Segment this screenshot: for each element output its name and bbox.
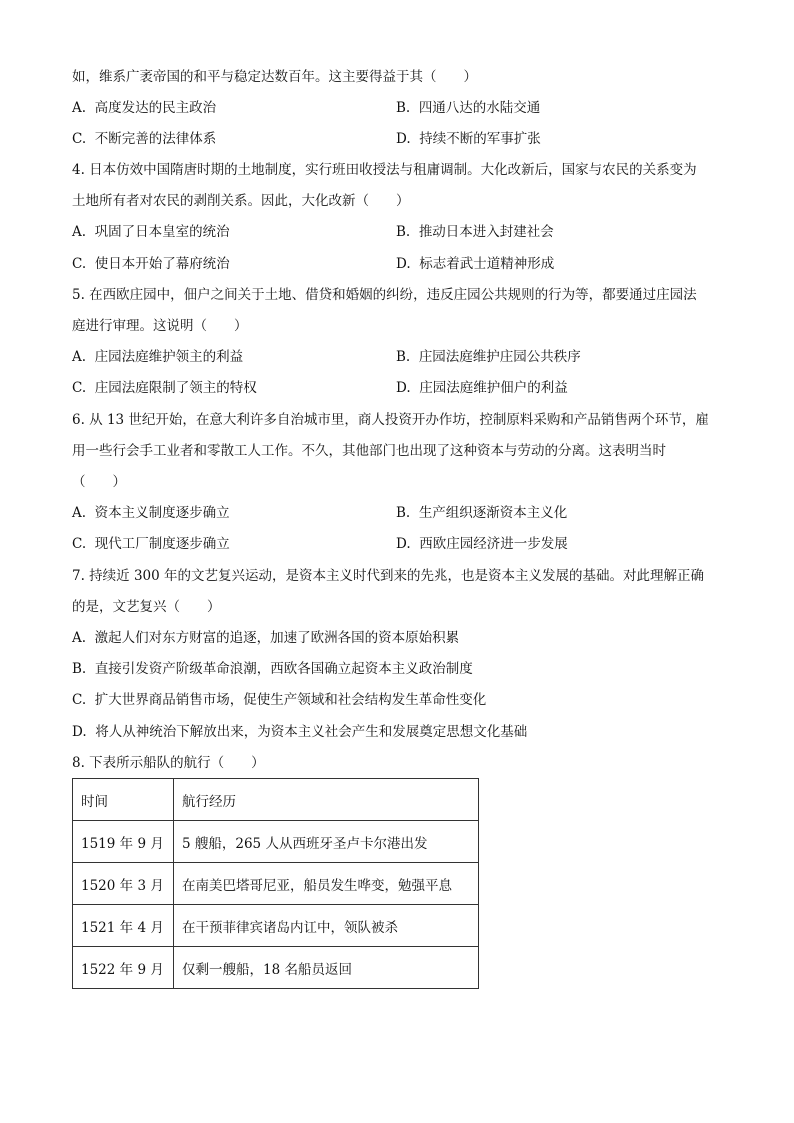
q6-stem-line-2: 用一些行会手工业者和零散工人工作。不久，其他部门也出现了这种资本与劳动的分离。这表明当时 [72, 443, 666, 459]
q3-options-row-2 [72, 129, 722, 149]
table-row [73, 863, 479, 905]
q4-option-d[interactable]: D. 标志着武士道精神形成 [396, 256, 555, 272]
q6-stem-line-3: （ ） [72, 474, 126, 490]
q5-option-d[interactable]: D. 庄园法庭维护佃户的利益 [396, 380, 568, 396]
table-cell-time: 1519 年 9 月 [73, 821, 174, 863]
q7-option-b[interactable]: B. 直接引发资产阶级革命浪潮，西欧各国确立起资本主义政治制度 [72, 661, 473, 677]
table-cell-experience: 仅剩一艘船，18 名船员返回 [174, 947, 479, 989]
q6-option-b[interactable]: B. 生产组织逐渐资本主义化 [396, 505, 568, 521]
q3-stem-line: 如，维系广袤帝国的和平与稳定达数百年。这主要得益于其（ ） [72, 69, 477, 85]
table-cell-time: 1522 年 9 月 [73, 947, 174, 989]
q6-stem-line-1: 6. 从 13 世纪开始，在意大利许多自治城市里，商人投资开办作坊，控制原料采购和产品销售两个环节，雇 [72, 412, 709, 428]
table-cell-experience: 在干预菲律宾诸岛内讧中，领队被杀 [174, 905, 479, 947]
q7-option-d[interactable]: D. 将人从神统治下解放出来，为资本主义社会产生和发展奠定思想文化基础 [72, 724, 528, 740]
q4-options-row-1 [72, 222, 722, 242]
q4-stem-line-2: 土地所有者对农民的剥削关系。因此，大化改新（ ） [72, 193, 410, 209]
q3-option-d[interactable]: D. 持续不断的军事扩张 [396, 131, 541, 147]
table-cell-experience: 在南美巴塔哥尼亚，船员发生哗变，勉强平息 [174, 863, 479, 905]
q8-stem-line: 8. 下表所示船队的航行（ ） [72, 755, 265, 771]
q4-stem-line-1: 4. 日本仿效中国隋唐时期的土地制度，实行班田收授法与租庸调制。大化改新后，国家与农民的关系变为 [72, 162, 697, 178]
q5-options-row-2 [72, 378, 722, 398]
q5-option-c[interactable]: C. 庄园法庭限制了领主的特权 [72, 380, 257, 396]
q6-options-row-1 [72, 503, 722, 523]
table-header-time: 时间 [73, 779, 174, 821]
q6-option-a[interactable]: A. 资本主义制度逐步确立 [72, 505, 230, 521]
table-cell-experience: 5 艘船，265 人从西班牙圣卢卡尔港出发 [174, 821, 479, 863]
q7-stem-line-2: 的是，文艺复兴（ ） [72, 599, 221, 615]
table-row [73, 905, 479, 947]
q5-option-a[interactable]: A. 庄园法庭维护领主的利益 [72, 349, 244, 365]
q7-stem-line-1: 7. 持续近 300 年的文艺复兴运动，是资本主义时代到来的先兆，也是资本主义发展的基础。对此理解正确 [72, 568, 705, 584]
table-cell-time: 1520 年 3 月 [73, 863, 174, 905]
q4-option-c[interactable]: C. 使日本开始了幕府统治 [72, 256, 230, 272]
q5-stem-line-1: 5. 在西欧庄园中，佃户之间关于土地、借贷和婚姻的纠纷，违反庄园公共规则的行为等，都要通过庄园法 [72, 287, 697, 303]
q6-option-c[interactable]: C. 现代工厂制度逐步确立 [72, 536, 230, 552]
q5-options-row-1 [72, 347, 722, 367]
q3-option-a[interactable]: A. 高度发达的民主政治 [72, 100, 217, 116]
q7-option-a[interactable]: A. 激起人们对东方财富的追逐，加速了欧洲各国的资本原始积累 [72, 630, 460, 646]
q4-options-row-2 [72, 254, 722, 274]
q4-option-b[interactable]: B. 推动日本进入封建社会 [396, 224, 554, 240]
q6-option-d[interactable]: D. 西欧庄园经济进一步发展 [396, 536, 568, 552]
q3-option-b[interactable]: B. 四通八达的水陆交通 [396, 100, 541, 116]
table-row [73, 947, 479, 989]
q4-option-a[interactable]: A. 巩固了日本皇室的统治 [72, 224, 230, 240]
table-header-experience: 航行经历 [174, 779, 479, 821]
table-header-row [73, 779, 479, 821]
q6-options-row-2 [72, 534, 722, 554]
voyage-table [72, 778, 479, 989]
q5-option-b[interactable]: B. 庄园法庭维护庄园公共秩序 [396, 349, 581, 365]
q5-stem-line-2: 庭进行审理。这说明（ ） [72, 318, 248, 334]
table-cell-time: 1521 年 4 月 [73, 905, 174, 947]
q3-options-row-1 [72, 98, 722, 118]
table-row [73, 821, 479, 863]
q3-option-c[interactable]: C. 不断完善的法律体系 [72, 131, 217, 147]
q7-option-c[interactable]: C. 扩大世界商品销售市场，促使生产领域和社会结构发生革命性变化 [72, 692, 487, 708]
